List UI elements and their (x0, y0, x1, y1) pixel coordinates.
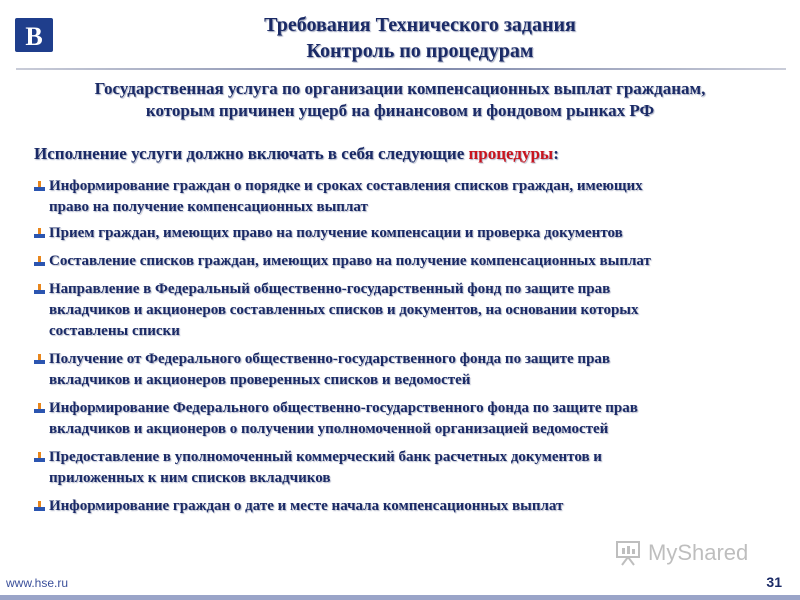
procedure-line: составлены списки (49, 323, 180, 339)
procedure-item (34, 349, 774, 391)
procedure-line: вкладчиков и акционеров проверенных списков и ведомостей (49, 372, 471, 388)
procedure-line: Информирование Федерального общественно-государственного фонда по защите прав (49, 400, 638, 416)
procedure-line: вкладчиков и акционеров составленных списков и документов, на основании которых (49, 302, 639, 318)
intro-text (34, 144, 774, 164)
procedure-item (34, 279, 774, 342)
procedure-item (34, 251, 774, 272)
hse-logo (12, 12, 56, 56)
procedure-item (34, 496, 774, 517)
presentation-board-icon (614, 540, 642, 566)
bullet-arrow-icon (34, 452, 45, 463)
footer-url[interactable]: www.hse.ru (6, 576, 69, 590)
footer-bar (0, 595, 800, 600)
bullet-arrow-icon (34, 256, 45, 267)
bullet-arrow-icon (34, 228, 45, 239)
bullet-arrow-icon (34, 181, 45, 192)
subtitle-line-1: Государственная услуга по организации компенсационных выплат гражданам, (94, 79, 706, 98)
slide-subtitle (20, 78, 780, 122)
procedures-list (34, 176, 774, 524)
intro-main: Исполнение услуги должно включать в себя следующие (34, 144, 469, 163)
procedure-item (34, 176, 774, 218)
page-number: 31 (766, 574, 782, 590)
bullet-arrow-icon (34, 501, 45, 512)
procedure-line: Информирование граждан о порядке и сроках составления списков граждан, имеющих (49, 178, 643, 194)
procedure-line: Получение от Федерального общественно-государственного фонда по защите прав (49, 351, 611, 367)
intro-colon: : (553, 144, 559, 163)
procedure-line: Информирование граждан о дате и месте начала компенсационных выплат (49, 498, 564, 514)
svg-text:B: B (25, 22, 43, 51)
procedure-line: Предоставление в уполномоченный коммерческий банк расчетных документов и (49, 449, 602, 465)
title-divider (16, 68, 786, 70)
procedure-line: вкладчиков и акционеров о получении уполномоченной организацией ведомостей (49, 421, 609, 437)
bullet-arrow-icon (34, 354, 45, 365)
procedure-line: приложенных к ним списков вкладчиков (49, 470, 331, 486)
procedure-line: Направление в Федеральный общественно-государственный фонд по защите прав (49, 281, 611, 297)
procedure-item (34, 223, 774, 244)
intro-highlight: процедуры (468, 144, 554, 163)
procedure-item (34, 447, 774, 489)
procedure-item (34, 398, 774, 440)
procedure-line: Составление списков граждан, имеющих право на получение компенсационных выплат (49, 253, 651, 269)
procedure-line: Прием граждан, имеющих право на получение компенсации и проверка документов (49, 225, 623, 241)
bullet-arrow-icon (34, 284, 45, 295)
title-line-2: Контроль по процедурам (306, 40, 534, 62)
subtitle-line-2: которым причинен ущерб на финансовом и фондовом рынках РФ (145, 101, 655, 120)
watermark-text: MyShared (648, 540, 749, 565)
procedure-line: право на получение компенсационных выплат (49, 199, 368, 215)
title-line-1: Требования Технического задания (264, 14, 576, 36)
watermark (614, 538, 748, 568)
bullet-arrow-icon (34, 403, 45, 414)
slide-title (120, 12, 720, 64)
